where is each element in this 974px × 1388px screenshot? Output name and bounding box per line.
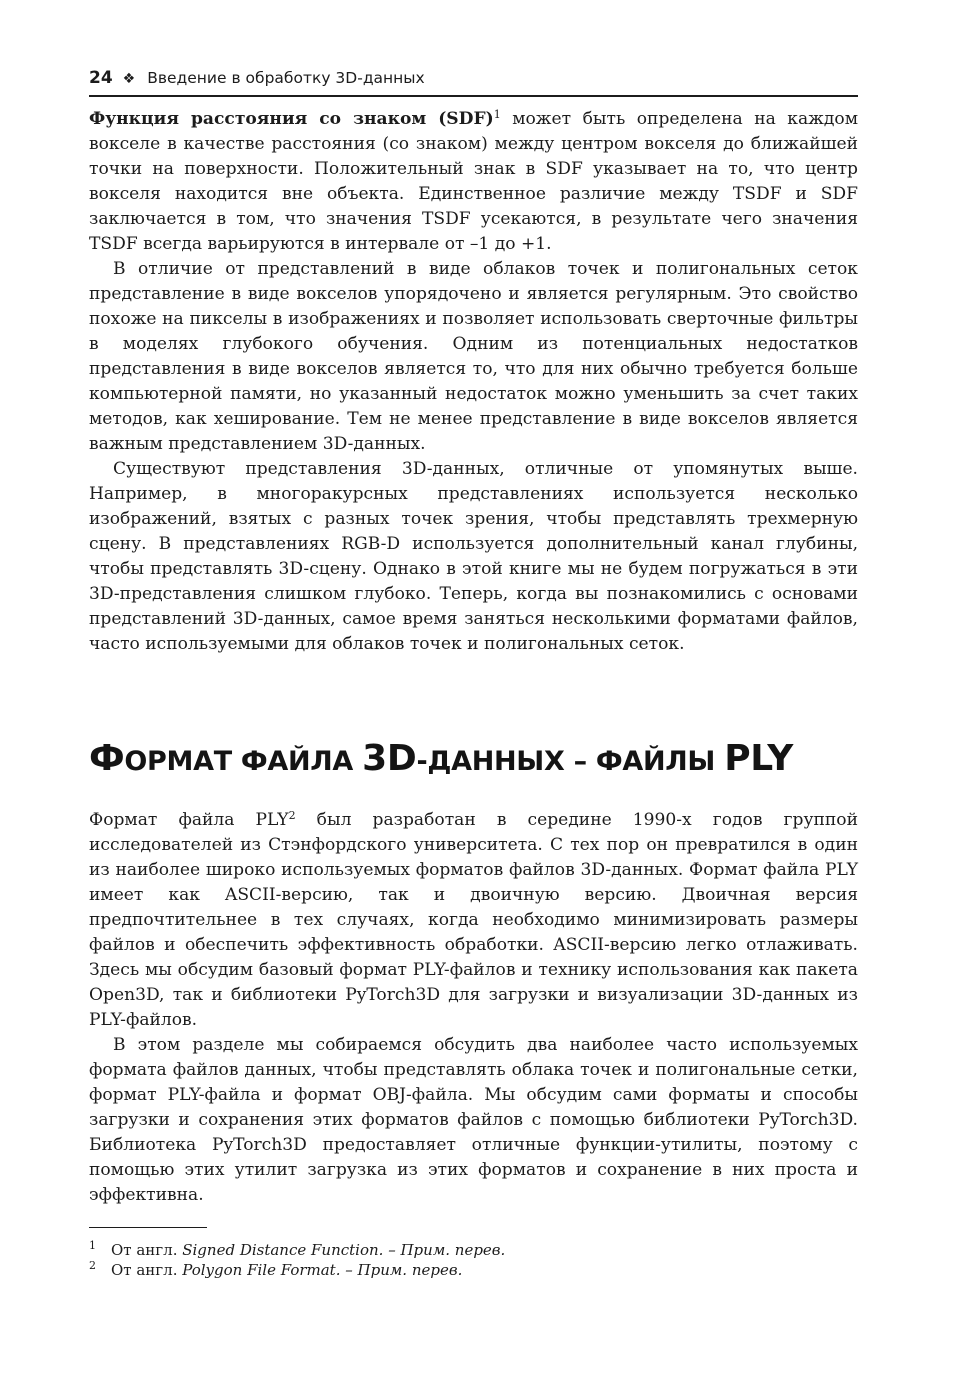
paragraph-text: может быть определена на каждом вокселе в качестве расстояния (со знаком) между центром вокселя до ближайшей точки на поверхности. Положительный знак в SDF указывает на то, что центр вокселя находится вне объекта. Единственное различие между TSDF и SDF заключается в том, что значения TSDF усекаются, в результате чего значения TSDF всегда варьируются в интервале от –1 до +1.	[89, 109, 859, 254]
paragraph-text: был разработан в середине 1990-х годов группой исследователей из Стэнфордского университета. С тех пор он превратился в один из наиболее широко используемых форматов файлов 3D-данных. Формат файла PLY имеет как ASCII-версию, так и двоичную версию. Двоичная версия предпочтительнее в тех случаях, когда необходимо минимизировать размеры файлов и обеспечить эффективность обработки. ASCII-версию легко отлаживать. Здесь мы обсудим базовый формат PLY-файлов и технику использования как пакета Open3D, так и библиотеки PyTorch3D для загрузки и визуализации 3D-данных из PLY-файлов.	[89, 810, 858, 1030]
paragraph-sdf	[89, 107, 858, 257]
page-number: 24	[89, 68, 113, 88]
paragraph-ply-format	[89, 808, 858, 1033]
body-text	[89, 107, 858, 1208]
footnote-mark: 2	[89, 1259, 96, 1272]
footnote-ref-1[interactable]: 1	[493, 108, 501, 121]
running-header	[89, 68, 858, 97]
book-page	[89, 68, 858, 1280]
footnote-divider	[89, 1227, 207, 1228]
running-title: Введение в обработку 3D-данных	[147, 69, 425, 87]
section-heading: ФОРМАТ ФАЙЛА 3D-ДАННЫХ – ФАЙЛЫ PLY	[89, 738, 794, 779]
ornament-icon: ❖	[122, 71, 136, 87]
paragraph-other-representations: Существуют представления 3D-данных, отличные от упомянутых выше. Например, в многоракурсных представлениях используется несколько изображений, взятых с разных точек зрения, чтобы представлять трехмерную сцену. В представлениях RGB-D используется дополнительный канал глубины, чтобы представлять 3D-сцену. Однако в этой книге мы не будем погружаться в эти 3D-представления слишком глубоко. Теперь, когда вы познакомились с основами представлений 3D-данных, самое время заняться несколькими форматами файлов, часто используемыми для облаков точек и полигональных сеток.	[89, 459, 858, 654]
paragraph-voxels: В отличие от представлений в виде облаков точек и полигональных сеток представление в виде вокселов упорядочено и является регулярным. Это свойство похоже на пикселы в изображениях и позволяет использовать сверточные фильтры в моделях глубокого обучения. Одним из потенциальных недостатков представления в виде вокселов является то, что для них обычно требуется больше компьютерной памяти, но указанный недостаток можно уменьшить за счет таких методов, как хеширование. Тем не менее представление в виде вокселов является важным представлением 3D-данных.	[89, 259, 858, 454]
footnote-2: 2 От англ. Polygon File Format. – Прим. перев.	[89, 1260, 858, 1280]
paragraph-lead: Формат файла PLY	[89, 810, 289, 830]
footnotes	[89, 1240, 858, 1280]
footnote-mark: 1	[89, 1239, 96, 1252]
term-sdf: Функция расстояния со знаком (SDF)	[89, 109, 494, 129]
footnote-ref-2[interactable]: 2	[288, 809, 296, 822]
footnote-1: 1 От англ. Signed Distance Function. – Прим. перев.	[89, 1240, 858, 1260]
paragraph-section-overview: В этом разделе мы собираемся обсудить два наиболее часто используемых формата файлов данных, чтобы представлять облака точек и полигональные сетки, формат PLY-файла и формат OBJ-файла. Мы обсудим сами форматы и способы загрузки и сохранения этих форматов файлов с помощью библиотеки PyTorch3D. Библиотека PyTorch3D предоставляет отличные функции-утилиты, поэтому с помощью этих утилит загрузка из этих форматов и сохранение в них проста и эффективна.	[89, 1035, 858, 1205]
